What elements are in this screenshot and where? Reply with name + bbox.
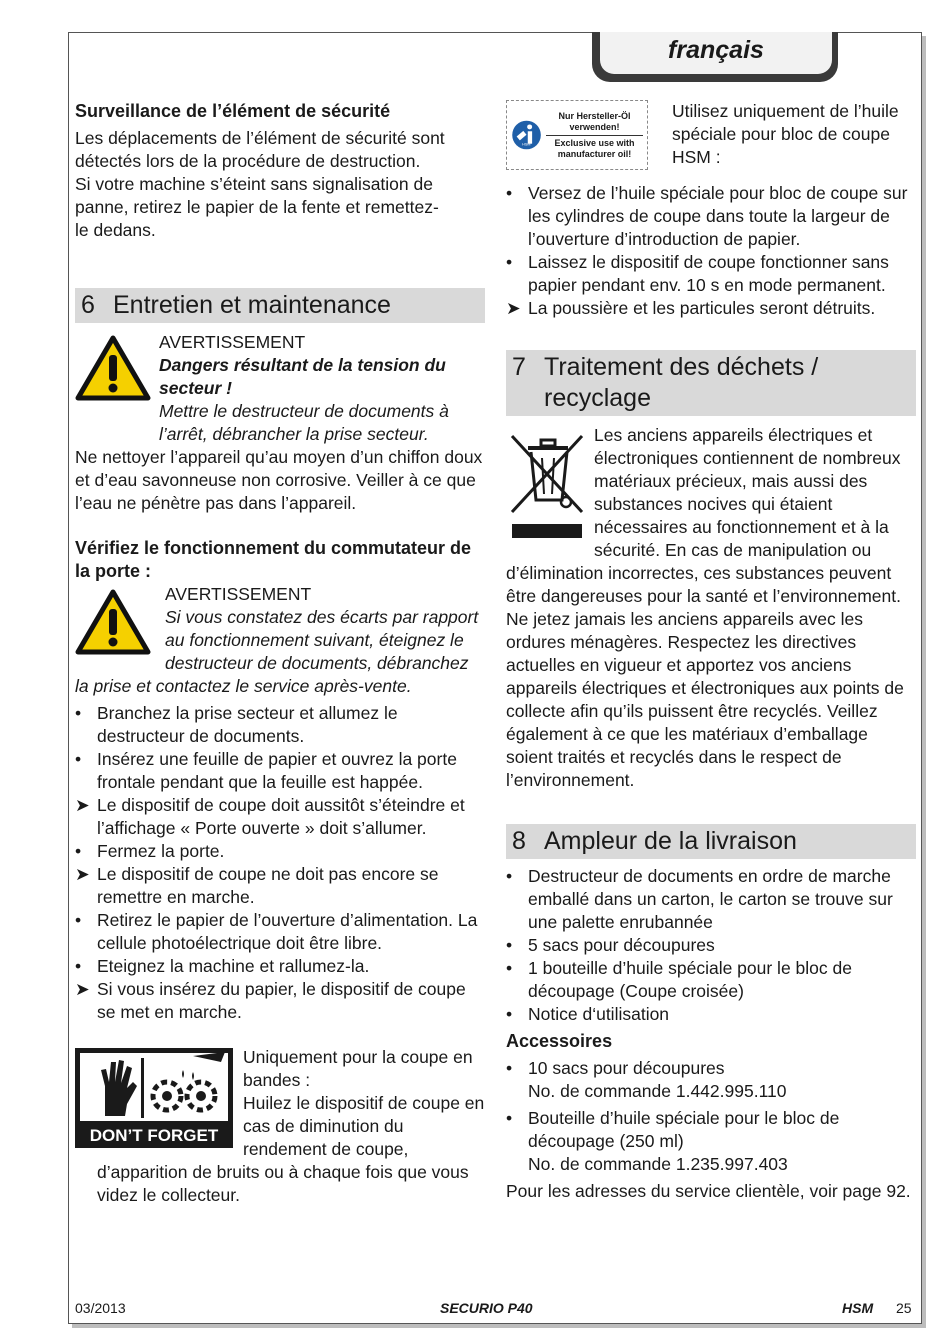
list-item: • Notice d‘utilisation [506,1004,670,1024]
list-item: ➤ La poussière et les particules seront détruits. [506,298,876,318]
safety-title: Surveillance de l’élément de sécurité [75,101,391,121]
list-item: • Laissez le dispositif de coupe fonctionner sans papier pendant env. 10 s en mode permanent. [506,252,889,295]
list-item: • Retirez le papier de l’ouverture d’alimentation. La cellule photoélectrique doit être libre. [75,910,478,953]
door-check-steps [75,702,485,1024]
disposal-block: Les anciens appareils électriques et électroniques contiennent de nombreux matériaux précieux, mais aussi des substances nocives qui étaient nécessaires au fonctionnement et à la sécurité. En cas de manipulation ou d’élimination incorrectes, ces substances peuvent être dangereuses pour la santé et l’environnement. Ne jetez jamais les anciens appareils avec les ordures ménagères. Respectez les directives actuelles en vigueur et apportez vos anciens appareils électriques et électroniques aux points de collecte afin qu’ils puissent être recyclés. Veillez également à ce que les matériaux d’emballage soient traités et recyclés dans le respect de l’environnement. [506,425,904,790]
list-item: • Versez de l’huile spéciale pour bloc de coupe sur les cylindres de coupe dans toute la largeur de l’ouverture d’introduction de papier. [506,183,908,249]
accessories-list [506,1057,916,1176]
footer-product: SECURIO P40 [440,1300,533,1316]
language-label: français [600,32,832,74]
oil-label: HSM Nur Hersteller-Öl verwenden! Exclusive use with manufacturer oil! [506,100,648,170]
weee-crossed-bin-icon [506,428,586,540]
list-item: • 5 sacs pour découpures [506,935,715,955]
accessories-title: Accessoires [506,1031,613,1051]
left-column [75,100,485,1207]
oil-intro: Utilisez uniquement de l’huile spéciale pour bloc de coupe HSM : [672,101,899,167]
section-6-header: 6 Entretien et maintenance [75,288,485,323]
list-item: ➤ Le dispositif de coupe ne doit pas encore se remettre en marche. [75,864,439,907]
delivery-items [506,865,916,1026]
service-note: Pour les adresses du service clientèle, voir page 92. [506,1181,911,1201]
warning-block-door: AVERTISSEMENT Si vous constatez des écarts par rapport au fonctionnement suivant, éteignez le destructeur de documents, débranchez la prise et contactez le service après-vente. [75,584,479,696]
footer-brand-logo: HSM [842,1300,874,1316]
list-item: • Eteignez la machine et rallumez-la. [75,956,370,976]
page-number: 25 [896,1300,912,1316]
footer-date: 03/2013 [75,1300,126,1316]
warning-triangle-icon [75,589,151,655]
svg-text:HSM: HSM [522,142,531,147]
dont-forget-oil-icon [75,1048,233,1148]
list-item: ➤ Si vous insérez du papier, le dispositif de coupe se met en marche. [75,979,466,1022]
safety-text: Les déplacements de l’élément de sécurité sont détectés lors de la procédure de destruction. Si votre machine s’éteint sans signalisation de panne, retirez le papier de la fente et remettez- le dedans. [75,128,445,240]
hsm-oil-info-icon [511,110,542,160]
section-7-header: 7 Traitement des déchets / recyclage [506,350,916,416]
clean-text: Ne nettoyer l’appareil qu’au moyen d’un chiffon doux et d’eau savonneuse non corrosive. Veiller à ce que l’eau ne pénètre pas dans l’appareil. [75,447,483,513]
warning-triangle-icon [75,335,151,401]
oil-note [506,100,916,170]
oil-steps [506,182,916,320]
list-item: • Branchez la prise secteur et allumez le destructeur de documents. [75,703,398,746]
door-check-title: Vérifiez le fonctionnement du commutateur de la porte : [75,538,472,581]
list-item: ➤ Le dispositif de coupe doit aussitôt s’éteindre et l’affichage « Porte ouverte » doit s’allumer. [75,795,465,838]
section-8-header: 8 Ampleur de la livraison [506,824,916,859]
list-item: • Fermez la porte. [75,841,225,861]
list-item: • Insérez une feuille de papier et ouvrez la porte frontale pendant que la feuille est happée. [75,749,457,792]
right-column [506,100,916,1203]
strip-cut-oil-note: DON’T FORGET Uniquement pour la coupe en bandes : Huilez le dispositif de coupe en cas de diminution du rendement de coupe, d’apparition de bruits ou à chaque fois que vous videz le collecteur. [75,1046,485,1207]
svg-text:DON’T FORGET: DON’T FORGET [89,1126,219,1145]
warning-block-power: AVERTISSEMENT Dangers résultant de la tension du secteur ! Mettre le destructeur de documents à l’arrêt, débrancher la prise secteur. [75,331,485,446]
list-item: • 10 sacs pour découpures No. de commande 1.442.995.110 [506,1058,787,1101]
list-item: • Bouteille d’huile spéciale pour le bloc de découpage (250 ml) No. de commande 1.235.997.403 [506,1108,840,1174]
list-item: • Destructeur de documents en ordre de marche emballé dans un carton, le carton se trouve sur une palette enrubannée [506,866,893,932]
list-item: • 1 bouteille d’huile spéciale pour le bloc de découpage (Coupe croisée) [506,958,852,1001]
